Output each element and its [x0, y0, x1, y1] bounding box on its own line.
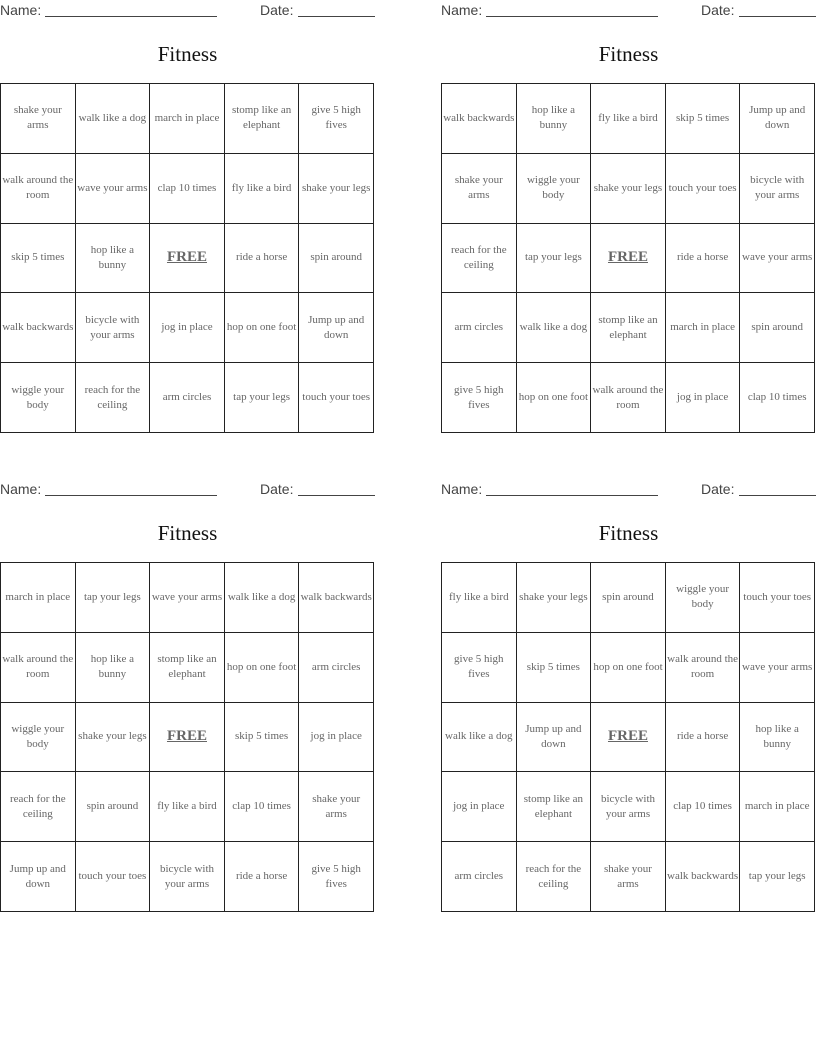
bingo-cell: hop like a bunny — [76, 633, 151, 703]
card-header — [0, 0, 375, 22]
bingo-cell: give 5 high fives — [442, 363, 517, 433]
bingo-cell: shake your arms — [442, 154, 517, 224]
bingo-cell: shake your legs — [517, 563, 592, 633]
bingo-cell: hop on one foot — [225, 633, 300, 703]
bingo-cell: stomp like an elephant — [225, 84, 300, 154]
date-blank-line — [739, 16, 816, 17]
bingo-cell: wiggle your body — [1, 703, 76, 773]
bingo-cell: spin around — [76, 772, 151, 842]
date-blank-line — [298, 495, 375, 496]
bingo-cell: walk around the room — [591, 363, 666, 433]
bingo-cell: reach for the ceiling — [76, 363, 151, 433]
bingo-cell: Jump up and down — [299, 293, 374, 363]
bingo-cell: ride a horse — [225, 224, 300, 294]
bingo-cell: tap your legs — [76, 563, 151, 633]
bingo-cell: stomp like an elephant — [517, 772, 592, 842]
card-title: Fitness — [157, 42, 218, 66]
bingo-cell: arm circles — [299, 633, 374, 703]
bingo-cell: bicycle with your arms — [150, 842, 225, 912]
bingo-grid — [0, 562, 374, 912]
bingo-cell: jog in place — [442, 772, 517, 842]
name-label: Name: — [0, 481, 42, 497]
card-title: Fitness — [598, 42, 659, 66]
free-space: FREE — [150, 703, 225, 773]
bingo-cell: jog in place — [666, 363, 741, 433]
bingo-cell: walk backwards — [666, 842, 741, 912]
bingo-cell: shake your arms — [591, 842, 666, 912]
bingo-cell: ride a horse — [225, 842, 300, 912]
bingo-cell: clap 10 times — [740, 363, 815, 433]
bingo-cell: ride a horse — [666, 703, 741, 773]
bingo-cell: give 5 high fives — [299, 842, 374, 912]
bingo-cell: reach for the ceiling — [517, 842, 592, 912]
bingo-cell: reach for the ceiling — [1, 772, 76, 842]
name-label: Name: — [441, 2, 483, 18]
bingo-cell: fly like a bird — [225, 154, 300, 224]
bingo-cell: march in place — [150, 84, 225, 154]
bingo-cell: wave your arms — [150, 563, 225, 633]
bingo-cell: skip 5 times — [666, 84, 741, 154]
bingo-cell: hop on one foot — [225, 293, 300, 363]
bingo-grid — [441, 83, 815, 433]
bingo-cell: wave your arms — [740, 224, 815, 294]
card-title: Fitness — [598, 521, 659, 545]
bingo-cell: skip 5 times — [1, 224, 76, 294]
name-label: Name: — [0, 2, 42, 18]
bingo-cell: shake your arms — [1, 84, 76, 154]
bingo-cell: touch your toes — [299, 363, 374, 433]
bingo-cell: give 5 high fives — [299, 84, 374, 154]
bingo-cell: arm circles — [442, 293, 517, 363]
bingo-cell: Jump up and down — [517, 703, 592, 773]
bingo-cell: spin around — [591, 563, 666, 633]
bingo-cell: clap 10 times — [666, 772, 741, 842]
bingo-cell: Jump up and down — [1, 842, 76, 912]
bingo-cell: tap your legs — [517, 224, 592, 294]
bingo-cell: clap 10 times — [150, 154, 225, 224]
bingo-cell: walk backwards — [442, 84, 517, 154]
date-label: Date: — [701, 481, 735, 497]
free-space: FREE — [591, 224, 666, 294]
card-title: Fitness — [157, 521, 218, 545]
bingo-cell: walk like a dog — [76, 84, 151, 154]
bingo-cell: march in place — [740, 772, 815, 842]
bingo-cell: fly like a bird — [442, 563, 517, 633]
bingo-cell: walk around the room — [666, 633, 741, 703]
bingo-cell: hop like a bunny — [517, 84, 592, 154]
bingo-cell: walk like a dog — [517, 293, 592, 363]
card-header — [441, 0, 816, 22]
bingo-cell: skip 5 times — [517, 633, 592, 703]
bingo-cell: walk like a dog — [442, 703, 517, 773]
date-label: Date: — [701, 2, 735, 18]
bingo-cell: touch your toes — [666, 154, 741, 224]
bingo-cell: shake your legs — [591, 154, 666, 224]
bingo-cell: clap 10 times — [225, 772, 300, 842]
bingo-cell: wave your arms — [740, 633, 815, 703]
bingo-cell: hop on one foot — [591, 633, 666, 703]
name-blank-line — [486, 16, 658, 17]
bingo-cell: hop like a bunny — [740, 703, 815, 773]
bingo-cell: hop like a bunny — [76, 224, 151, 294]
bingo-cell: bicycle with your arms — [76, 293, 151, 363]
bingo-cell: tap your legs — [225, 363, 300, 433]
free-space: FREE — [591, 703, 666, 773]
bingo-cell: arm circles — [442, 842, 517, 912]
bingo-cell: bicycle with your arms — [740, 154, 815, 224]
bingo-cell: jog in place — [150, 293, 225, 363]
bingo-cell: stomp like an elephant — [591, 293, 666, 363]
bingo-cell: march in place — [666, 293, 741, 363]
date-blank-line — [298, 16, 375, 17]
bingo-cell: shake your legs — [299, 154, 374, 224]
bingo-cell: wave your arms — [76, 154, 151, 224]
bingo-cell: wiggle your body — [666, 563, 741, 633]
date-label: Date: — [260, 481, 294, 497]
bingo-cell: walk backwards — [1, 293, 76, 363]
bingo-grid — [441, 562, 815, 912]
bingo-cell: tap your legs — [740, 842, 815, 912]
date-blank-line — [739, 495, 816, 496]
bingo-cell: walk like a dog — [225, 563, 300, 633]
bingo-cell: wiggle your body — [1, 363, 76, 433]
bingo-cell: give 5 high fives — [442, 633, 517, 703]
bingo-cell: reach for the ceiling — [442, 224, 517, 294]
bingo-cell: shake your legs — [76, 703, 151, 773]
bingo-cell: arm circles — [150, 363, 225, 433]
bingo-cell: skip 5 times — [225, 703, 300, 773]
bingo-cell: walk backwards — [299, 563, 374, 633]
name-blank-line — [45, 495, 217, 496]
bingo-grid — [0, 83, 374, 433]
card-header — [441, 479, 816, 501]
bingo-cell: hop on one foot — [517, 363, 592, 433]
bingo-cell: wiggle your body — [517, 154, 592, 224]
bingo-cell: spin around — [299, 224, 374, 294]
bingo-cell: spin around — [740, 293, 815, 363]
bingo-cell: Jump up and down — [740, 84, 815, 154]
bingo-cell: shake your arms — [299, 772, 374, 842]
name-blank-line — [45, 16, 217, 17]
bingo-cell: touch your toes — [740, 563, 815, 633]
bingo-cell: walk around the room — [1, 633, 76, 703]
bingo-cell: march in place — [1, 563, 76, 633]
bingo-cell: ride a horse — [666, 224, 741, 294]
bingo-cell: bicycle with your arms — [591, 772, 666, 842]
name-blank-line — [486, 495, 658, 496]
bingo-cell: walk around the room — [1, 154, 76, 224]
date-label: Date: — [260, 2, 294, 18]
bingo-cell: jog in place — [299, 703, 374, 773]
card-header — [0, 479, 375, 501]
free-space: FREE — [150, 224, 225, 294]
bingo-cell: stomp like an elephant — [150, 633, 225, 703]
bingo-cell: fly like a bird — [591, 84, 666, 154]
name-label: Name: — [441, 481, 483, 497]
bingo-cell: touch your toes — [76, 842, 151, 912]
bingo-cell: fly like a bird — [150, 772, 225, 842]
